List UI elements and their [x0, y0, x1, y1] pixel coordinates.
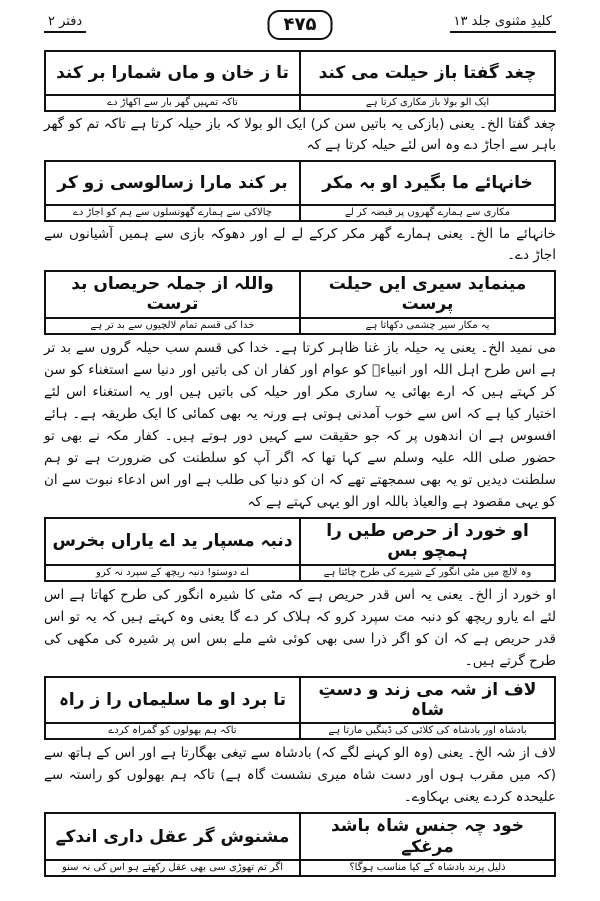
verse-block: [44, 676, 556, 741]
translation-left: تاکہ تمہیں گھر بار سے اکھاڑ دے: [45, 95, 300, 111]
page-header: [44, 10, 556, 46]
translation-left: اگر تم تھوڑی سی بھی عقل رکھتے ہو اس کی نہ سنو: [45, 860, 300, 876]
translation-right: ایک الو بولا باز مکاری کرتا ہے: [300, 95, 555, 111]
commentary-paragraph: خانہائے ما الخ۔ یعنی ہمارے گھر مکر کرکے لے لے اور دھوکہ بازی سے ہمیں آشیانوں سے اجاڑ دے۔: [44, 226, 556, 263]
translation-left: چالاکی سے ہمارے گھونسلوں سے ہم کو اجاڑ دے: [45, 205, 300, 221]
translation-right: ذلیل پرند بادشاہ کے کیا مناسب ہوگا؟: [300, 860, 555, 876]
verse-block: [44, 517, 556, 582]
verse-block: [44, 50, 556, 112]
volume-label: دفتر ۲: [44, 14, 86, 33]
translation-right: یہ مکار سیر چشمی دکھاتا ہے: [300, 318, 555, 334]
verse-line-left: تا برد او ما سلیماں را ز راہ: [45, 677, 300, 724]
commentary-paragraph: می نمید الخ۔ یعنی یہ حیلہ باز غنا ظاہر کرتا ہے۔ خدا کی قسم سب حیلہ گروں سے بد تر ہے اس طرح اہل اللہ اور انبیاءؑ کو عوام اور کفار ان کی باتیں اور دنیا سے استغناء کو سن کر کہتے ہیں کہ ارے بھائی یہ ساری مکر اور حیلہ کی باتیں ہیں اور یہ استغناء اس لئے اختیار کیا ہے کہ اس سے خوب آمدنی ہوتی ہے ورنہ یہ بھی کمائی کا ایک طریقہ ہے۔ ہائے افسوس ہے ان اندھوں پر کہ جو حقیقت سے کہیں دور ہوتے ہیں۔ کفار مکہ نے بھی تو حضور صلی اللہ علیہ وسلم سے کہا تھا کہ اگر آپ کو سلطنت کی ضرورت ہے تو ہم سلطنت دیدیں تو یہ بھی سمجھتے تھے کہ ان کو دنیا کی طلب ہے اور اس ادعاء نبوت سے ان کو یہی مقصود ہے والعیاذ باللہ اور الو یہی کہتے ہے کہ: [44, 339, 556, 510]
verse-line-left: مشنوش گر عقل داری اندکے: [45, 813, 300, 860]
translation-left: تاکہ ہم بھولوں کو گمراہ کردے: [45, 723, 300, 739]
verse-line-left: واللہ از جملہ حریصاں بد ترست: [45, 271, 300, 318]
verse-line-right: مینماید سیری ایں حیلت پرست: [300, 271, 555, 318]
verse-block: [44, 812, 556, 877]
translation-left: خدا کی قسم تمام لالچیوں سے بد تر ہے: [45, 318, 300, 334]
commentary-paragraph: لاف از شہ الخ۔ یعنی (وہ الو کہنے لگے کہ) بادشاہ سے تیغی بھگارتا ہے اور اس کے ہاتھ سے (کہ میں مقرب ہوں اور دست شاہ میری نشست گاہ ہے) تاکہ ہم بھولوں کو راستہ سے علیحدہ کردے یعنی بہکاوے۔: [44, 745, 556, 806]
commentary-paragraph: او خورد از الخ۔ یعنی یہ اس قدر حریص ہے کہ مٹی کا شیرہ انگور کی طرح کھاتا ہے اس لئے اے یارو ریچھ کو دنبہ مت سپرد کرو کہ ہلاک کر دے گا یعنی وہ کہتے ہیں کہ یہ تو اس قدر حریص ہے کہ ان کو اگر ذرا سی بھی کوئی شے ملے بس اس پر شیرہ کی مکھی کی طرح گرتے ہیں۔: [44, 586, 556, 669]
verse-line-left: بر کند مارا زسالوسی زو کر: [45, 161, 300, 205]
verse-line-right: خود چہ جنس شاہ باشد مرغکے: [300, 813, 555, 860]
translation-right: مکاری سے ہمارے گھروں پر قبضہ کر لے: [300, 205, 555, 221]
verse-line-left: تا ز خان و ماں شمارا بر کند: [45, 51, 300, 95]
commentary-paragraph: چغد گفتا الخ۔ یعنی (بازکی یہ باتیں سن کر) ایک الو بولا کہ باز حیلہ کرتا ہے تاکہ تم کو گھر باہر سے اجاڑ دے وہ اس لئے حیلہ کرتا ہے کہ: [44, 116, 556, 153]
page-number: ۴۷۵: [268, 10, 333, 40]
book-title: کلیدِ مثنوی جلد ۱۳: [450, 14, 556, 33]
verse-line-left: دنبہ مسپار ید اے یاراں بخرس: [45, 518, 300, 565]
translation-left: اے دوستو! دنبہ ریچھ کے سپرد نہ کرو: [45, 565, 300, 581]
verse-line-right: چغد گفتا باز حیلت می کند: [300, 51, 555, 95]
translation-right: بادشاہ اور بادشاہ کی کلائی کی ڈینگیں مارتا ہے: [300, 723, 555, 739]
verse-block: [44, 160, 556, 222]
verse-line-right: لاف از شہ می زند و دستِ شاہ: [300, 677, 555, 724]
verse-block: [44, 270, 556, 335]
translation-right: وہ لالچ میں مٹی انگور کے شیرے کی طرح چاٹتا ہے: [300, 565, 555, 581]
verse-line-right: او خورد از حرص طیں را ہمچو بس: [300, 518, 555, 565]
verse-line-right: خانہائے ما بگیرد او بہ مکر: [300, 161, 555, 205]
